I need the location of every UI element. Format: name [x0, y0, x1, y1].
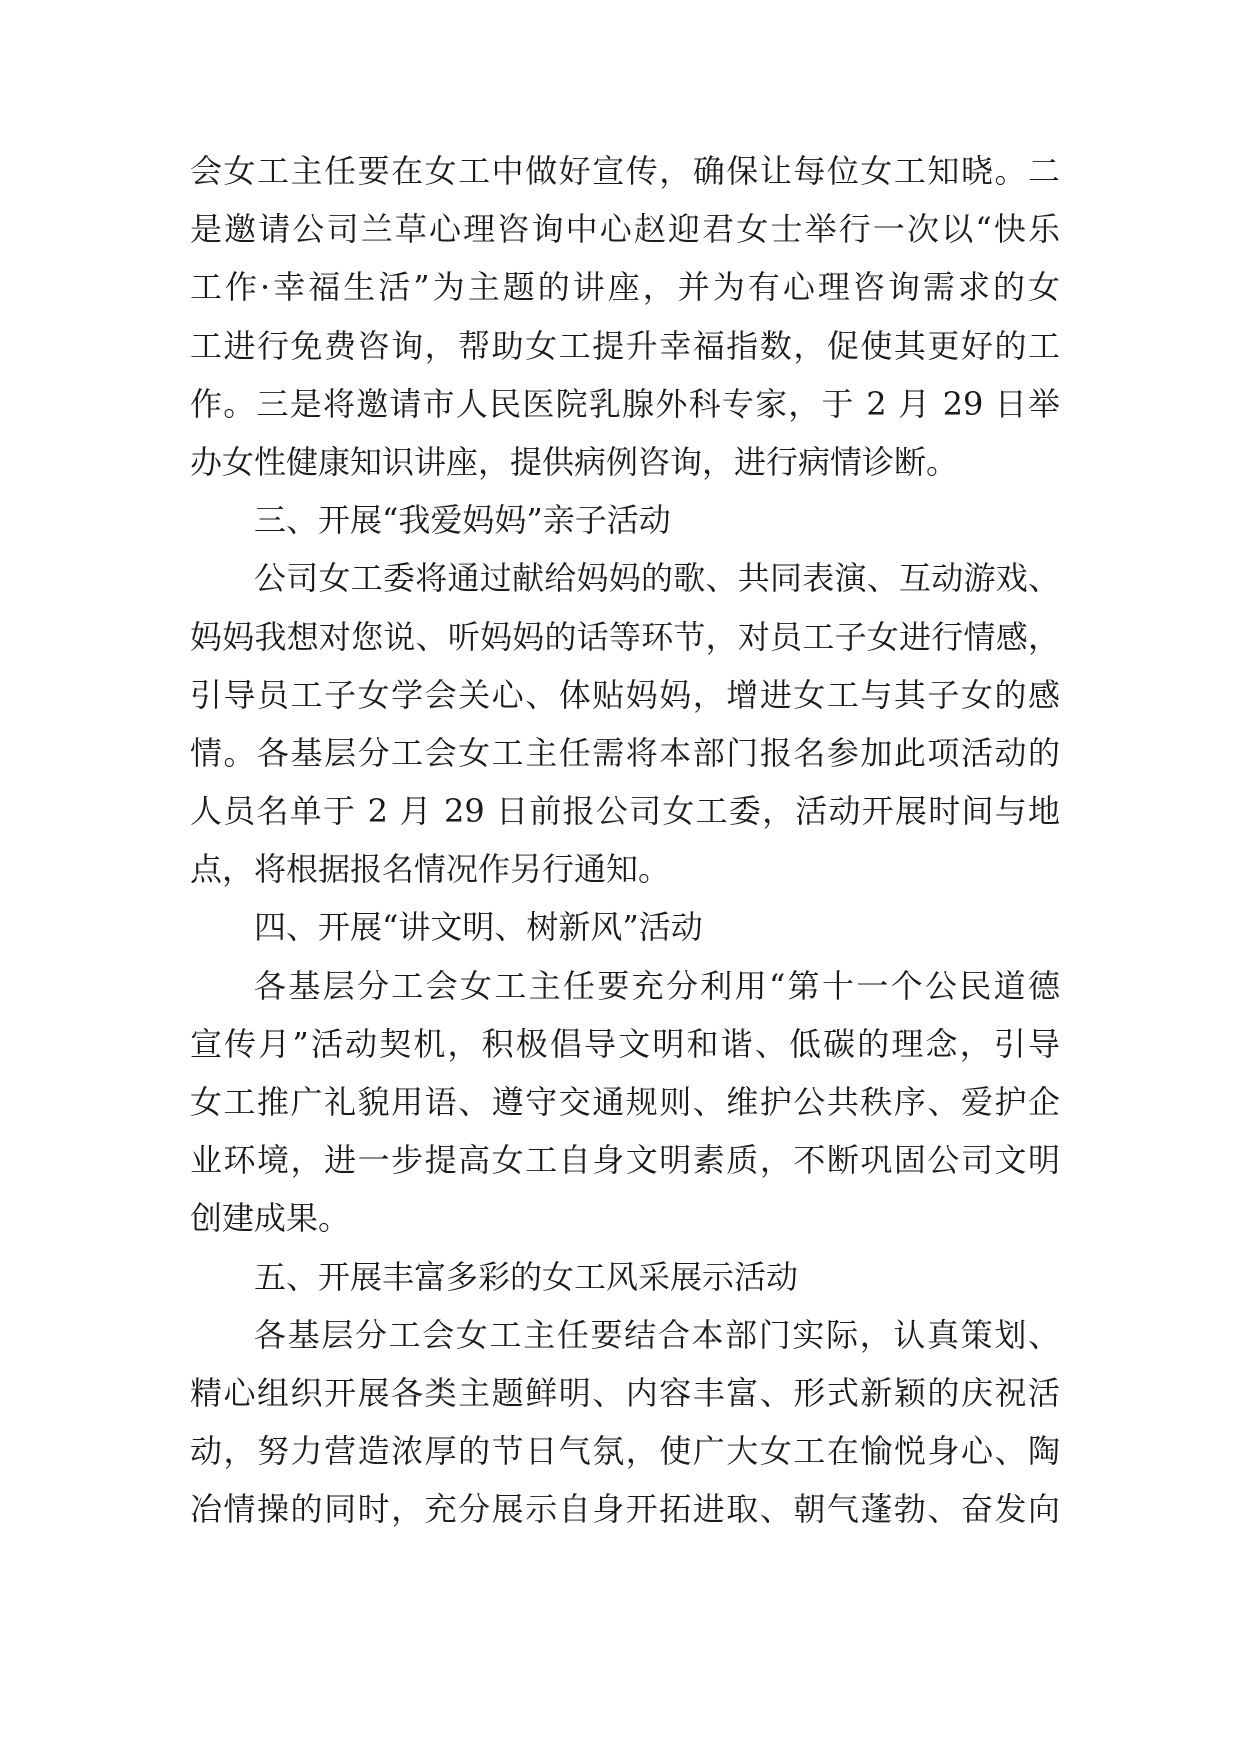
section-heading: 三、开展“我爱妈妈”亲子活动: [254, 501, 671, 540]
paragraph-line: 引导员工子女学会关心、体贴妈妈，增进女工与其子女的感: [190, 675, 1060, 714]
paragraph-line: 情。各基层分工会女工主任需将本部门报名参加此项活动的: [190, 733, 1060, 772]
paragraph-line: 办女性健康知识讲座，提供病例咨询，进行病情诊断。: [190, 442, 959, 481]
paragraph-line: 点，将根据报名情况作另行通知。: [190, 850, 671, 889]
paragraph-line: 是邀请公司兰草心理咨询中心赵迎君女士举行一次以“快乐: [190, 210, 1060, 249]
paragraph-line: 人员名单于 2 月 29 日前报公司女工委，活动开展时间与地: [190, 792, 1060, 831]
paragraph-line: 宣传月”活动契机，积极倡导文明和谐、低碳的理念，引导: [190, 1024, 1060, 1063]
section-heading: 四、开展“讲文明、树新风”活动: [254, 908, 703, 947]
paragraph-line: 工作·幸福生活”为主题的讲座，并为有心理咨询需求的女: [190, 268, 1060, 307]
paragraph-line: 工进行免费咨询，帮助女工提升幸福指数，促使其更好的工: [190, 326, 1060, 365]
paragraph-line: 作。三是将邀请市人民医院乳腺外科专家，于 2 月 29 日举: [190, 384, 1060, 423]
paragraph-line: 会女工主任要在女工中做好宣传，确保让每位女工知晓。二: [190, 152, 1060, 190]
paragraph-line: 冶情操的同时，充分展示自身开拓进取、朝气蓬勃、奋发向: [190, 1490, 1060, 1529]
paragraph-line: 女工推广礼貌用语、遵守交通规则、维护公共秩序、爱护企: [190, 1083, 1060, 1121]
paragraph-line: 创建成果。: [190, 1199, 351, 1238]
paragraph-line: 精心组织开展各类主题鲜明、内容丰富、形式新颖的庆祝活: [190, 1373, 1060, 1412]
section-heading: 五、开展丰富多彩的女工风采展示活动: [254, 1257, 799, 1296]
paragraph-line: 公司女工委将通过献给妈妈的歌、共同表演、互动游戏、: [254, 559, 1060, 598]
paragraph-line: 妈妈我想对您说、听妈妈的话等环节，对员工子女进行情感，: [190, 617, 1060, 656]
paragraph-line: 业环境，进一步提高女工自身文明素质，不断巩固公司文明: [190, 1141, 1060, 1180]
paragraph-line: 动，努力营造浓厚的节日气氛，使广大女工在愉悦身心、陶: [190, 1432, 1060, 1471]
document-body: [190, 142, 1060, 1539]
paragraph-line: 各基层分工会女工主任要结合本部门实际，认真策划、: [254, 1315, 1060, 1354]
paragraph-line: 各基层分工会女工主任要充分利用“第十一个公民道德: [254, 966, 1060, 1005]
